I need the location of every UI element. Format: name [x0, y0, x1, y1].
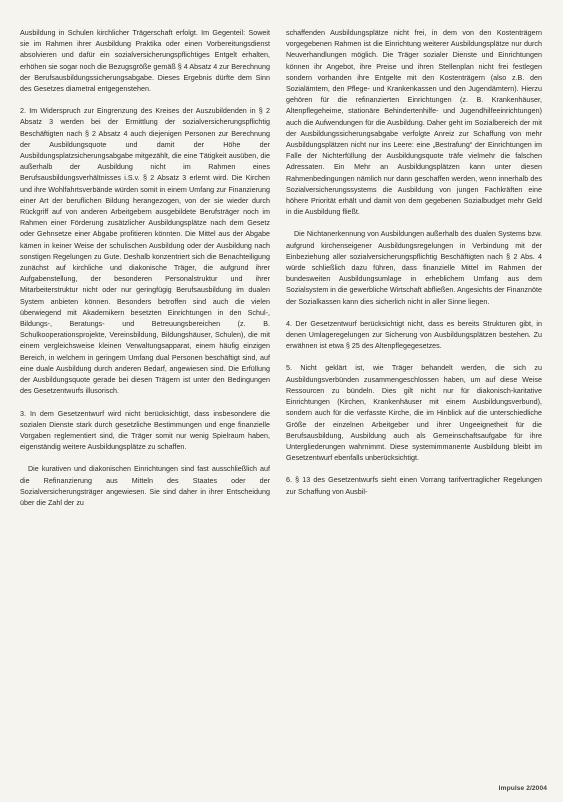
paragraph: Ausbildung in Schulen kirchlicher Trägerschaft erfolgt. Im Gegenteil: Soweit sie im Rahmen ihrer Ausbildung Praktika oder einen Vorbereitungsdienst absolvieren und dafür ein sozialversicherungspflichtiges Entgelt erhalten, erhöhen sie sogar noch die Bezugsgröße gemäß § 4 Absatz 4 zur Berechnung der Berufsausbildungssicherungsabgabe. Dieses Ergebnis dürfte dem Sinn des Gesetzes diametral entgegenstehen.	[20, 29, 270, 94]
left-column	[20, 28, 270, 520]
paragraph-2: 2. Im Widerspruch zur Eingrenzung des Kreises der Auszubildenden in § 2 Absatz 3 werden bei der Ermittlung der sozialversicherungspflichtig Beschäftigten nach § 2 Absatz 4 auch diejenigen Personen zur Berechnung der Ausbildungsquote und damit der Höhe der Ausbildungsplatzsicherungsabgabe mitgezählt, die eine Tätigkeit ausüben, die außerhalb der Ausbildung nicht im Rahmen eines Berufsausbildungsverhältnisses i.S.v. § 2 Absatz 3 erlernt wird. Die Kirchen und ihre Wohlfahrtsverbände würden somit in einem Umfang zur Finanzierung einer Art der beruflichen Bildung herangezogen, von der sie wieder durch Rückgriff auf von anderen Arbeitgebern ausgebildete Berufsträger noch im Rahmen einer Förderung zusätzlicher Ausbildungsplätze nach dem Gesetz oder Gehnsetze einer Abgabe profitieren könnten. Die Mittel aus der Abgabe kämen in keiner Weise der schulischen Ausbildung oder der Ausbildung nach sonstigen Regelungen zu Gute. Deshalb konzentriert sich die Benachteiligung zunächst auf kirchliche und diakonische Träger, die aufgrund ihrer Aufgabenstellung, der besonderen Personalstruktur und ihrer Mitarbeiterstruktur nicht oder nur geringfügig Berufsausbildung im dualen System anbieten können. Besonders betroffen sind auch die vielen überwiegend mit Akademikern besetzten Einrichtungen in den Schul-, Bildungs-, Beratungs- und Betreuungsbereichen (z. B. Schulkooperationsprojekte, Vereinsbildung, Bildungshäuser, Schulen), die mit einem vergleichsweise kleinen Verwaltungsapparat, einem häufig einzigen Bereich, in welchem in geringem Umfang dual Personen beschäftigt sind, auf eine duale Ausbildung durch anderen Bedarf, angewiesen sind. Die Erfüllung der Ausbildungsquote gerade bei diesen Trägern ist unter den Bedingungen des Gesetzentwurfs illusorisch.	[20, 107, 270, 396]
paragraph: schaffenden Ausbildungsplätze nicht frei, in dem von den Kostenträgern vorgegebenen Rahmen ist die Einrichtung weiterer Ausbildungsplätze nur durch Neuverhandlungen möglich. Die Träger sozialer Dienste und Einrichtungen können ihr Angebot, ihre Preise und ihren Stellenplan nicht frei festlegen sondern vorhanden ihre Entgelte mit den Kostenträgern (also z.B. den Sozialämtern, den Pflege- und Krankenkassen und den Jugendämtern). Hierzu gehören für die refinanzierten Einrichtungen (z. B. Krankenhäuser, Altenpflegeheime, stationäre Behindertenhilfe- und Jugendhilfeeinrichtungen) auch die Aufwendungen für die Ausbildung. Daher geht im Sozialbereich der mit der Ausbildungssicherungsabgabe verfolgte Anreiz zur Schaffung von mehr Ausbildungsplätzen nicht nur ins Leere: eine „Bestrafung“ der Einrichtungen im Falle der Nichterfüllung der Ausbildungsquote träfe vielmehr die falschen Adressaten. Ein Mehr an Ausbildungsplätzen kann unter diesen Rahmenbedingungen nämlich nur dann geschaffen werden, wenn innerhalb des Sozialversicherungssystems die Ausbildung von jungen Fachkräften eine höhere Priorität erhält und damit von dem gegebenen Sozialbudget mehr Geld in die Ausbildung fließt.	[286, 29, 542, 217]
paragraph-3: 3. In dem Gesetzentwurf wird nicht berücksichtigt, dass insbesondere die sozialen Dienste stark durch gesetzliche Bestimmungen und enge finanzielle Vorgaben reglementiert sind, die Träger somit nur wenig Spielraum haben, eigenständig weitere Ausbildungsplätze zu schaffen.	[20, 409, 270, 452]
page-footer: Impulse 2/2004	[498, 785, 547, 792]
paragraph: Die kurativen und diakonischen Einrichtungen sind fast ausschließlich auf die Refinanzierung aus Mitteln des Staates oder der Sozialversicherungsträger angewiesen. Sie sind daher in ihrer Entscheidung über die Zahl der zu	[20, 465, 270, 507]
right-column	[286, 28, 542, 509]
paragraph: Die Nichtanerkennung von Ausbildungen außerhalb des dualen Systems bzw. aufgrund kirchenseigener Ausbildungsregelungen in Verbindung mit der Einbeziehung aller sozialversicherungspflichtig Beschäftigten nach § 2 Abs. 4 würde schließlich dazu führen, dass finanzielle Mittel im Rahmen der bundesweiten Ausbildungsumlage in erheblichem Umfang aus dem Sozialsystem in die gewerbliche Wirtschaft abfließen. Angesichts der Finanznöte der Sozialkassen kann dies sicherlich nicht in aller Sinne liegen.	[286, 230, 542, 306]
paragraph-6: 6. § 13 des Gesetzentwurfs sieht einen Vorrang tarifvertraglicher Regelungen zur Schaffung von Ausbil-	[286, 476, 542, 496]
paragraph-5: 5. Nicht geklärt ist, wie Träger behandelt werden, die sich zu Ausbildungsverbünden zusammengeschlossen haben, um auf diese Weise Ressourcen zu bündeln. Dies gilt nicht nur für diakonisch-karitative Einrichtungen (Kirchen, Krankenhäuser mit einem Ausbildungsverbund), sondern auch für die verfasste Kirche, die im Hinblick auf die unterschiedliche Größe der einzelnen Arbeitgeber und ihrer Ungeeignetheit für die Berufsausbildung, Ausbildung auch als Gemeinschaftsaufgabe für ihre Untergliederungen wahrnimmt. Diese systemimmanente Ausbildung bleibt im Gesetzentwurf ebenfalls unberücksichtigt.	[286, 364, 542, 463]
paragraph-4: 4. Der Gesetzentwurf berücksichtigt nicht, dass es bereits Strukturen gibt, in denen Umlageregelungen zur Sicherung von Ausbildungsplätzen bestehen. Zu erwähnen ist etwa § 25 des Altenpflegegesetzes.	[286, 319, 542, 351]
